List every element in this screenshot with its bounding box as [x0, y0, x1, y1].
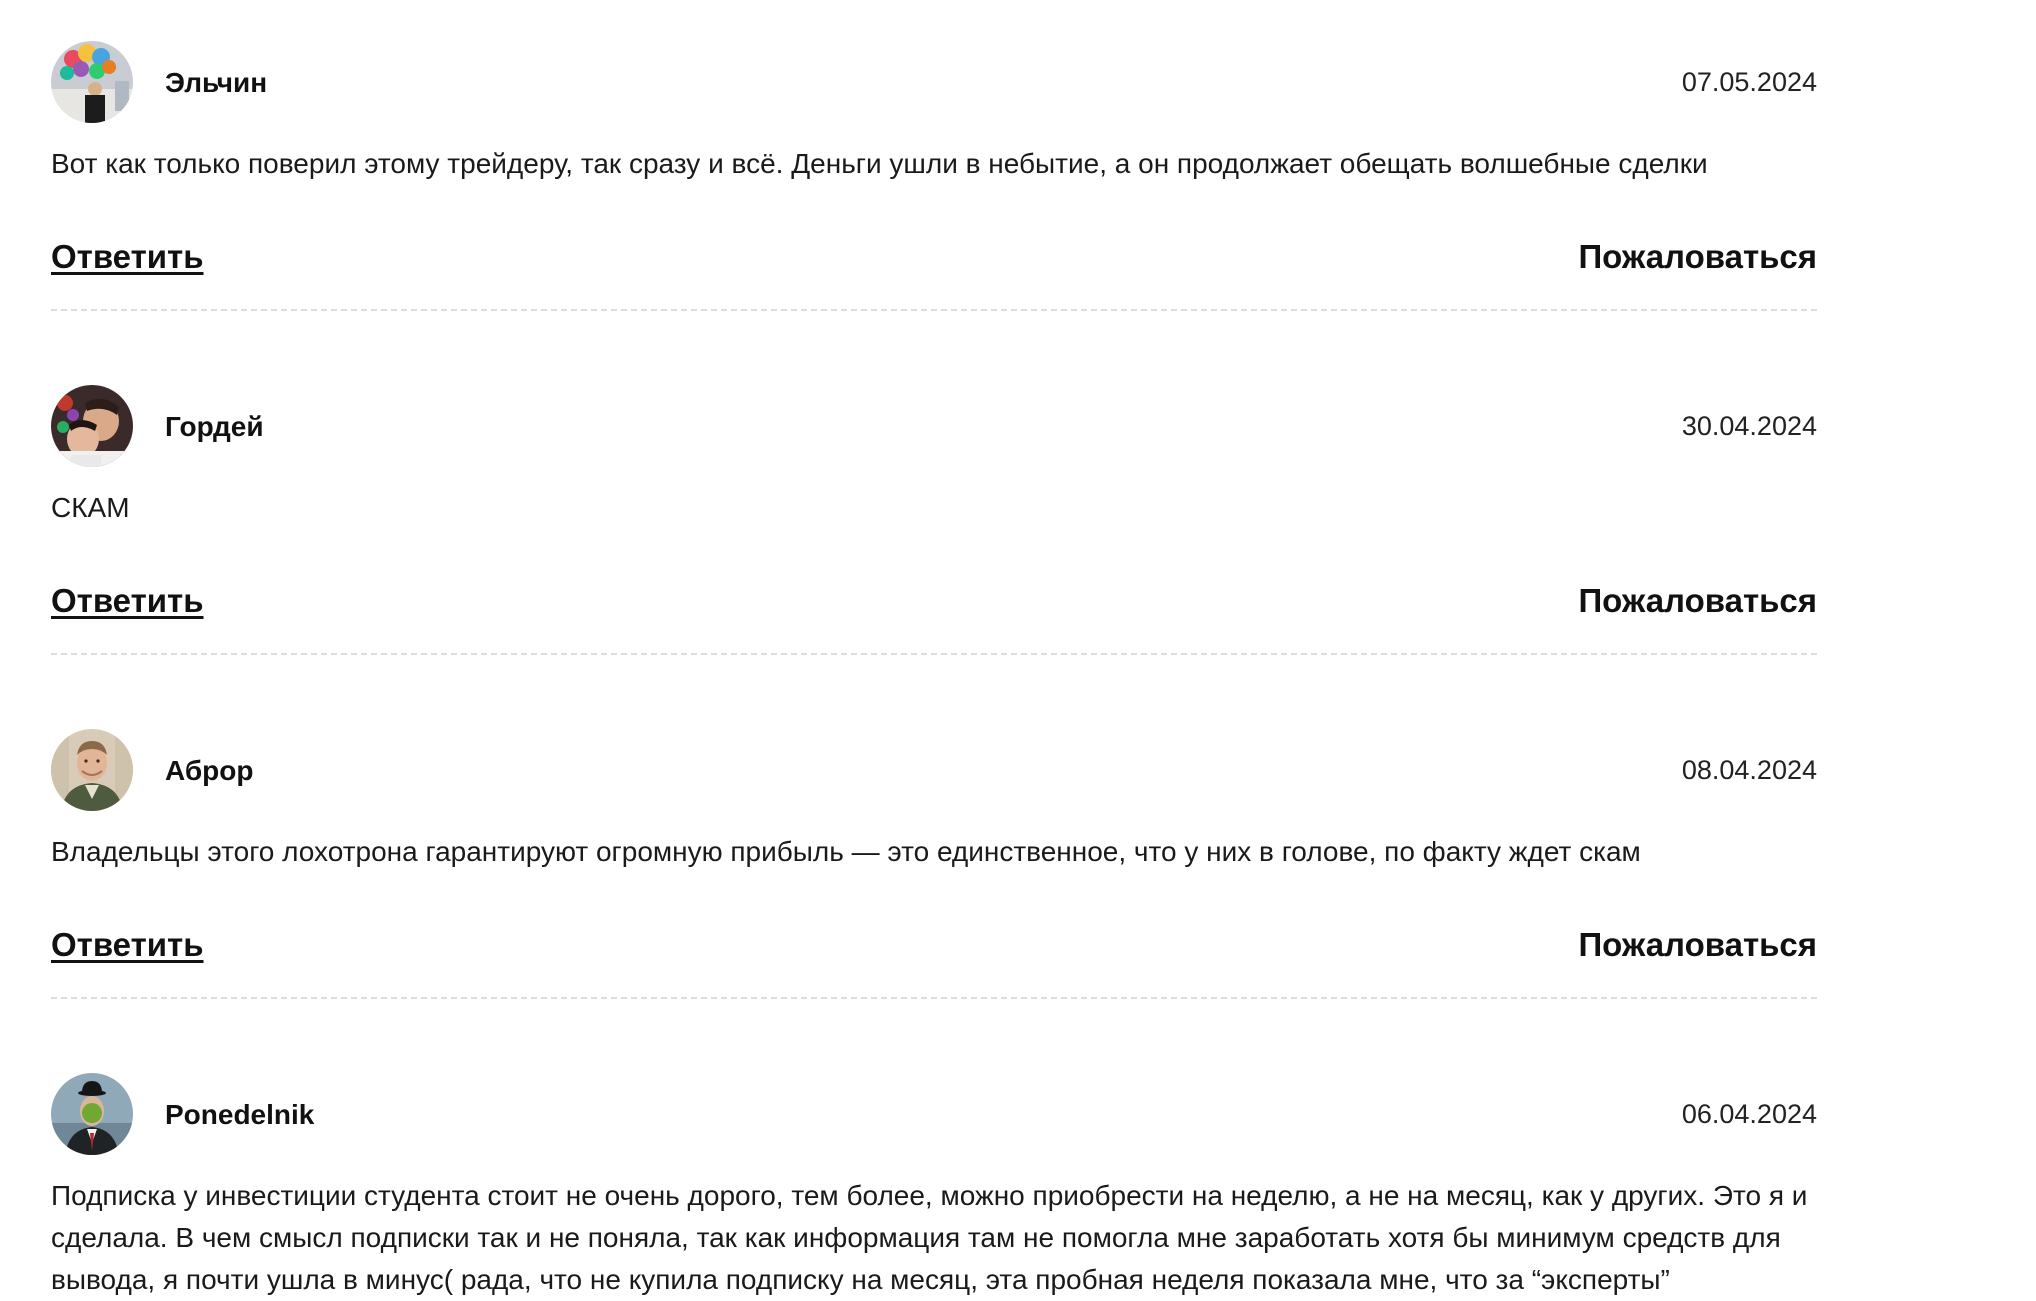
- comment-divider: [51, 309, 1817, 311]
- avatar: [51, 1073, 133, 1155]
- comment-author: Ponedelnik: [165, 1099, 315, 1130]
- avatar: [51, 385, 133, 467]
- comment-header: [51, 385, 1817, 467]
- comment-author: Эльчин: [165, 67, 268, 98]
- comment-text: СКАМ: [51, 492, 130, 523]
- comment-header: [51, 1073, 1817, 1155]
- comment-actions: [51, 581, 1817, 621]
- comment-header: [51, 41, 1817, 123]
- comment-text: Подписка у инвестиции студента стоит не очень дорого, тем более, можно приобрести на неделю, а не на месяц, как у других. Это я и сделала. В чем смысл подписки так и не поняла, так как информация там не помогла мне заработать хотя бы минимум средств для вывода, я почти ушла в минус( рада, что не купила подписку на месяц, эта пробная неделя показала мне, что за “эксперты”: [51, 1180, 1808, 1295]
- avatar: [51, 41, 133, 123]
- comment-text: Владельцы этого лохотрона гарантируют огромную прибыль — это единственное, что у них в голове, по факту ждет скам: [51, 836, 1641, 867]
- comment-divider: [51, 653, 1817, 655]
- comment-date: 08.04.2024: [1681, 755, 1817, 785]
- report-link[interactable]: Пожаловаться: [1578, 926, 1817, 963]
- comment-date: 30.04.2024: [1681, 411, 1817, 441]
- comment-author: Гордей: [165, 411, 264, 442]
- comment-actions: [51, 237, 1817, 277]
- report-link[interactable]: Пожаловаться: [1578, 582, 1817, 619]
- comment-author: Аброр: [165, 755, 254, 786]
- comment-date: 06.04.2024: [1681, 1099, 1817, 1129]
- comment-text: Вот как только поверил этому трейдеру, так сразу и всё. Деньги ушли в небытие, а он продолжает обещать волшебные сделки: [51, 148, 1708, 179]
- comment-actions: [51, 925, 1817, 965]
- comment-date: 07.05.2024: [1681, 67, 1817, 97]
- report-link[interactable]: Пожаловаться: [1578, 238, 1817, 275]
- comment-divider: [51, 997, 1817, 999]
- reply-link[interactable]: Ответить: [51, 926, 204, 963]
- avatar: [51, 729, 133, 811]
- reply-link[interactable]: Ответить: [51, 582, 204, 619]
- comment-header: [51, 729, 1817, 811]
- reply-link[interactable]: Ответить: [51, 238, 204, 275]
